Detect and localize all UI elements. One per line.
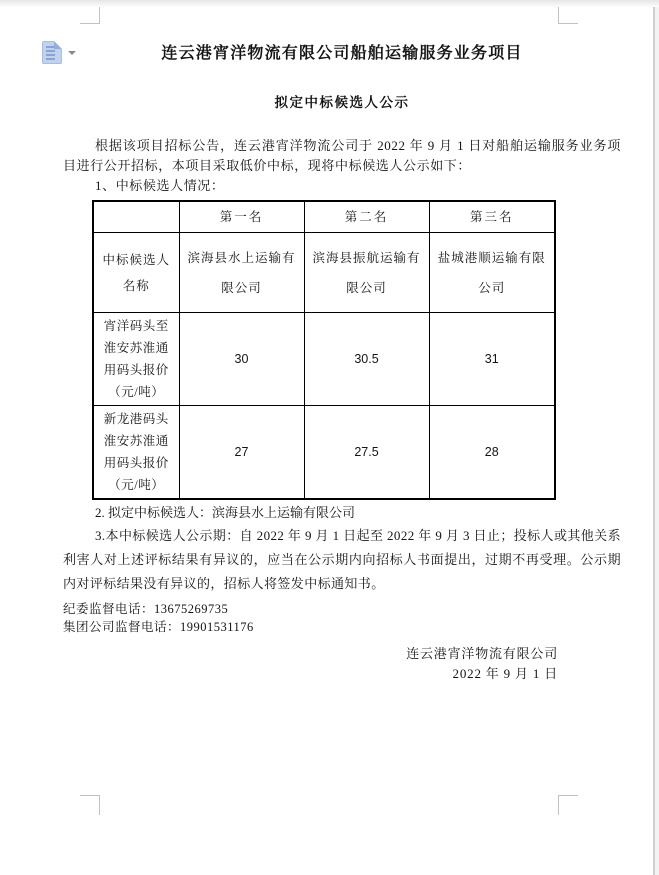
table-row-candidate-names	[93, 233, 555, 313]
page-right-edge	[653, 0, 659, 875]
item2-proposed-candidate: 2. 拟定中标候选人：滨海县水上运输有限公司	[95, 505, 356, 520]
quote-cell: 30	[179, 313, 304, 406]
discipline-phone-line: 纪委监督电话：13675269735	[63, 602, 229, 616]
paste-options-icon	[42, 41, 62, 64]
crop-mark-top-left	[80, 4, 100, 24]
table-row-quote-xiaoyang-wharf	[93, 313, 555, 406]
signature-date: 2022 年 9 月 1 日	[452, 666, 558, 681]
row-label-cell: 宵洋码头至淮安苏淮通用码头报价（元/吨）	[93, 313, 179, 406]
header-cell-third: 第三名	[429, 201, 555, 233]
bid-candidates-table	[92, 200, 556, 500]
section1-label: 1、中标候选人情况：	[95, 178, 225, 193]
row-label-cell: 中标候选人名称	[93, 233, 179, 313]
candidate-cell: 盐城港顺运输有限公司	[429, 233, 555, 313]
candidate-cell: 滨海县水上运输有限公司	[179, 233, 304, 313]
item3-publicity-period: 3.本中标候选人公示期：自 2022 年 9 月 1 日起至 2022 年 9 月 3 日止；投标人或其他关系利害人对上述评标结果有异议的，应当在公示期内向招标人书面提出，过期不再受理。公示期内对评标结果没有异议的，招标人将签发中标通知书。	[63, 528, 621, 591]
document-content	[63, 0, 621, 684]
candidate-cell: 滨海县振航运输有限公司	[304, 233, 429, 313]
quote-cell: 27	[179, 406, 304, 500]
paste-options-button[interactable]	[40, 41, 78, 65]
page-title: 连云港宵洋物流有限公司船舶运输服务业务项目	[161, 45, 523, 62]
signature-block	[63, 644, 621, 684]
quote-cell: 27.5	[304, 406, 429, 500]
crop-mark-top-right	[558, 4, 578, 24]
quote-cell: 31	[429, 313, 555, 406]
quote-cell: 28	[429, 406, 555, 500]
window-top-shade	[0, 0, 659, 7]
crop-mark-bottom-right	[558, 795, 578, 815]
intro-paragraph: 根据该项目招标公告，连云港宵洋物流公司于 2022 年 9 月 1 日对船舶运输服务业务项目进行公开招标，本项目采取低价中标，现将中标候选人公示如下：	[63, 138, 621, 173]
signature-company: 连云港宵洋物流有限公司	[406, 646, 558, 661]
table-header-row	[93, 201, 555, 233]
header-cell-first: 第一名	[179, 201, 304, 233]
chevron-down-icon	[68, 51, 76, 55]
header-cell-blank	[93, 201, 179, 233]
crop-mark-bottom-left	[80, 795, 100, 815]
page-subtitle: 拟定中标候选人公示	[274, 95, 410, 110]
quote-cell: 30.5	[304, 313, 429, 406]
table-row-quote-xinlonggang-wharf	[93, 406, 555, 500]
header-cell-second: 第二名	[304, 201, 429, 233]
row-label-cell: 新龙港码头淮安苏淮通用码头报价（元/吨）	[93, 406, 179, 500]
group-phone-line: 集团公司监督电话：19901531176	[63, 620, 254, 634]
supervision-phones	[63, 600, 621, 636]
